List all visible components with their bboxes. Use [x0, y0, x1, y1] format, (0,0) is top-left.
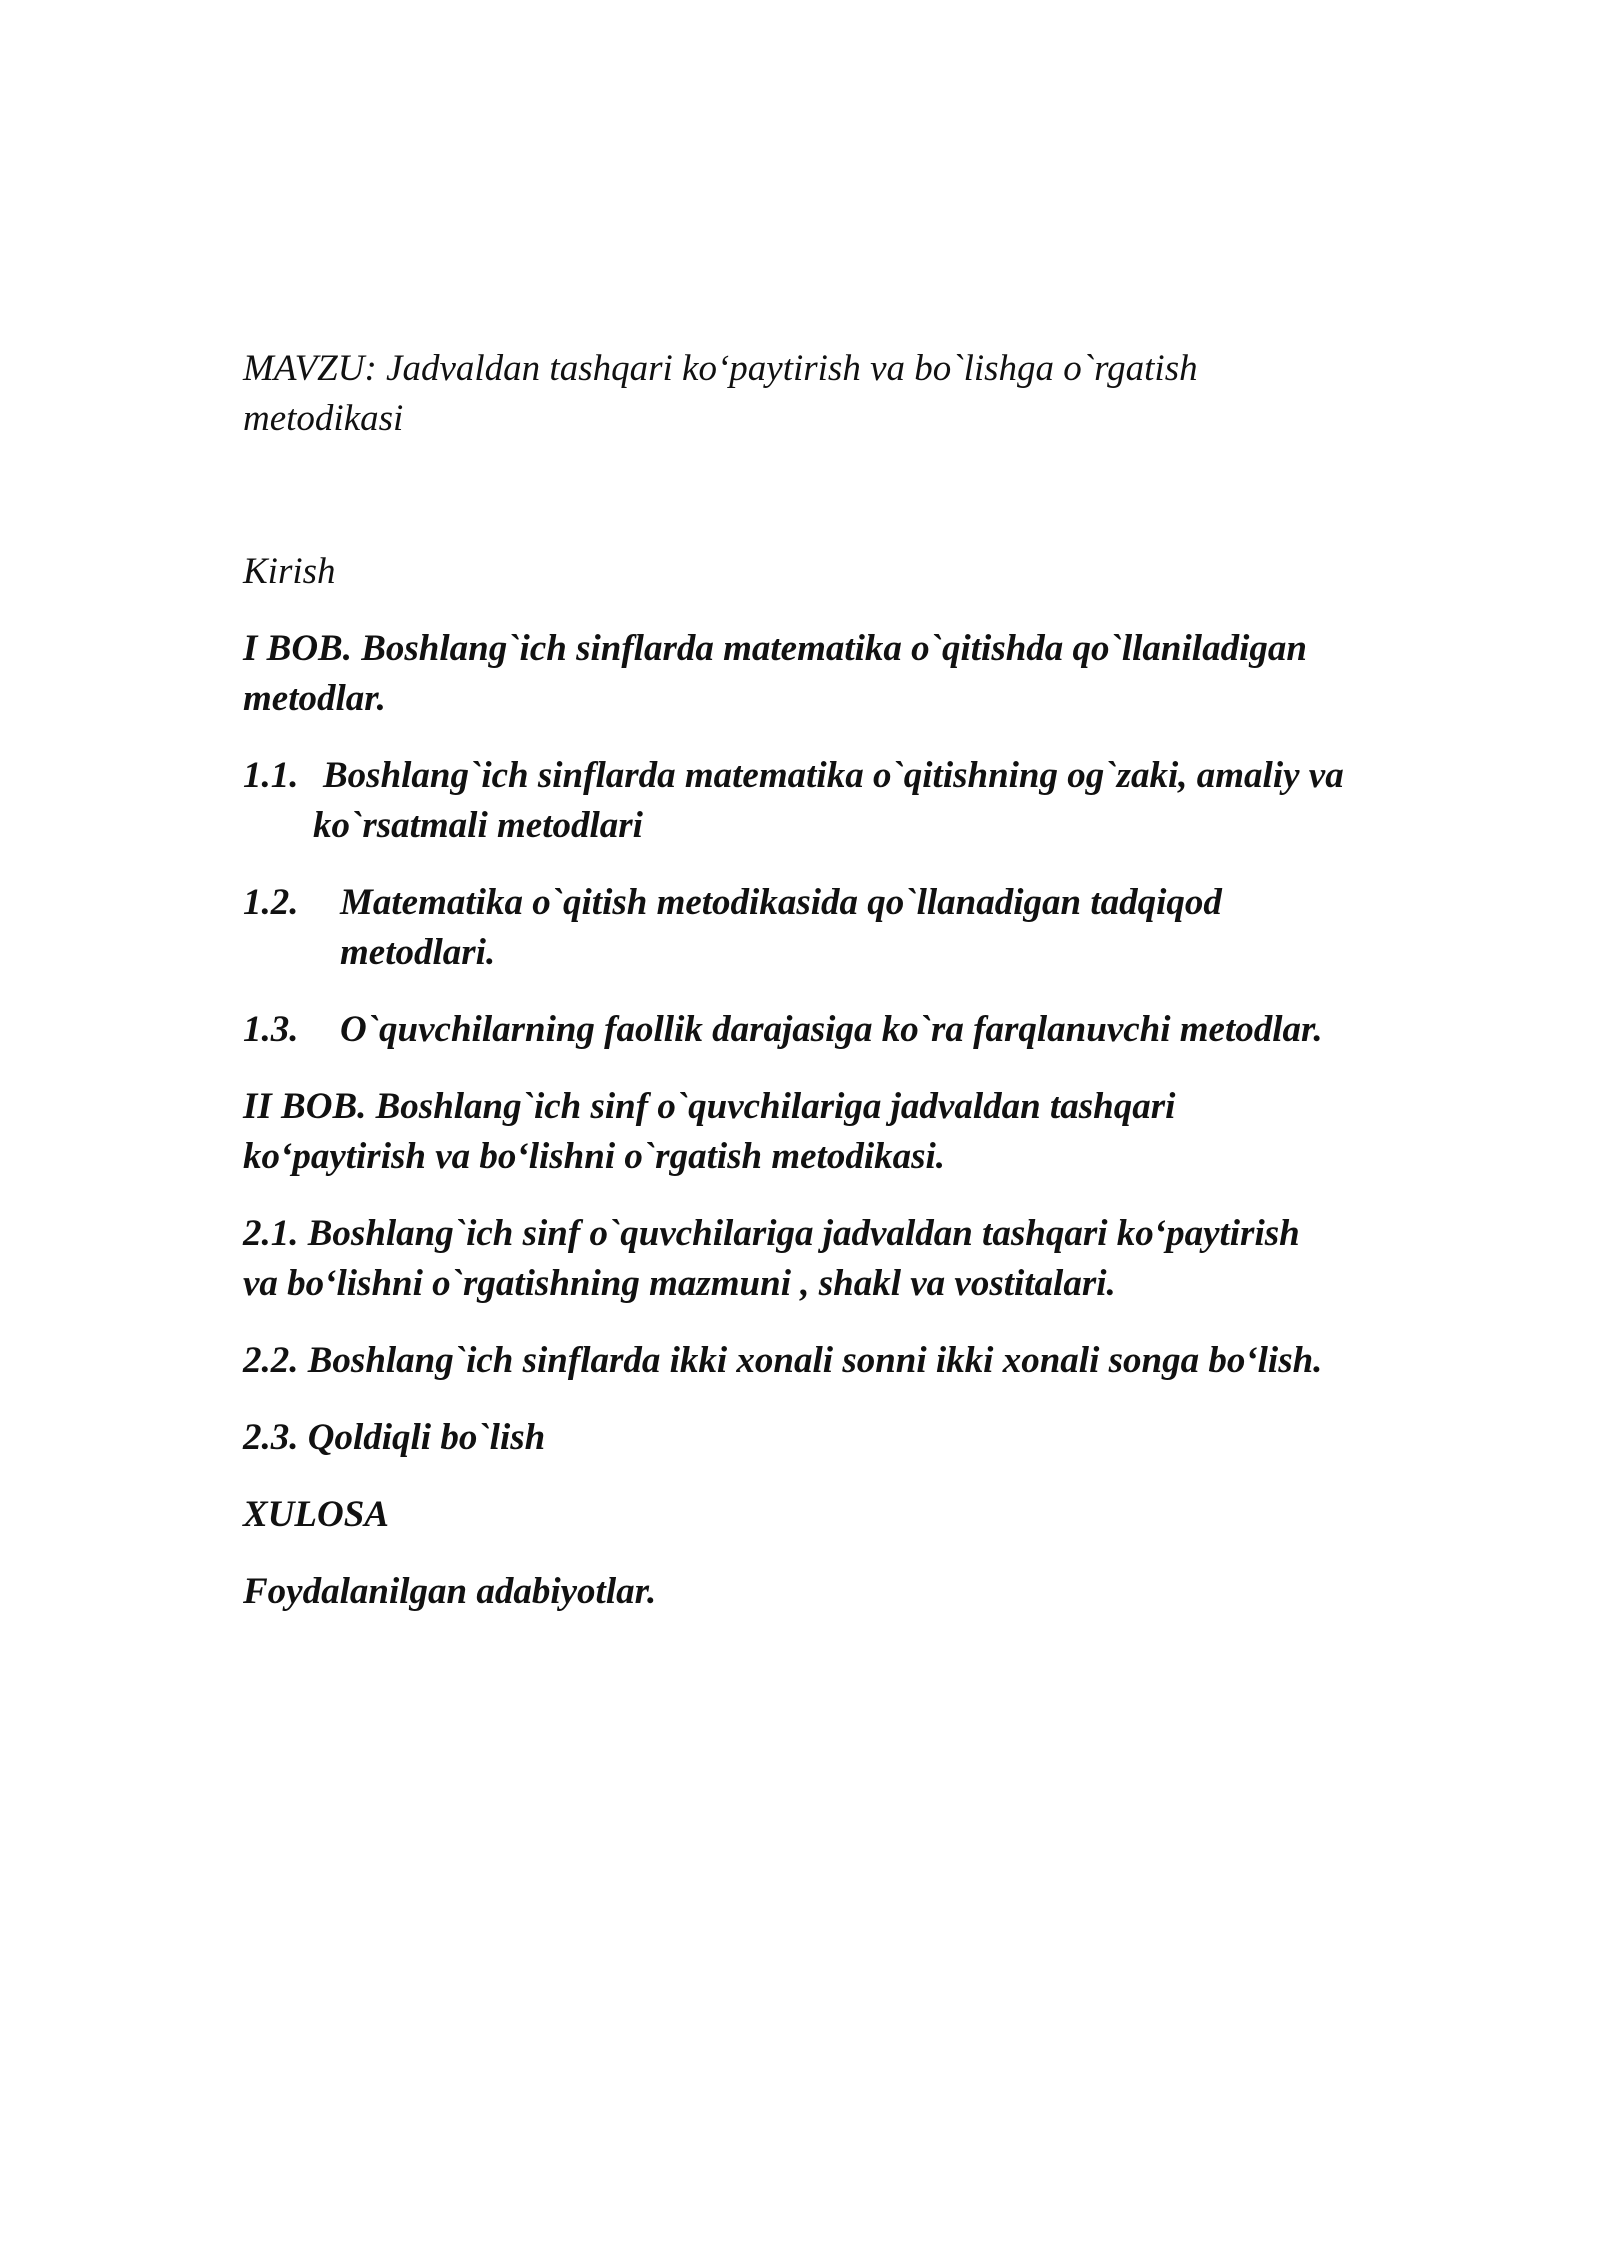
- toc-chapter-1-line-2: metodlar.: [243, 678, 386, 719]
- toc-section-1-2: [243, 878, 1393, 978]
- title-line-1: MAVZU: Jadvaldan tashqari ko‘paytirish va bo`lishga o`rgatish: [243, 348, 1198, 389]
- toc-chapter-1-line-1: I BOB. Boshlang`ich sinflarda matematika o`qitishda qo`llaniladigan: [243, 628, 1307, 669]
- toc-gap: [243, 1182, 1393, 1209]
- toc-gap: [243, 597, 1393, 624]
- toc-gap: [243, 1055, 1393, 1082]
- toc-gap: [243, 1463, 1393, 1490]
- toc-gap: [243, 1540, 1393, 1567]
- toc-section-1-1-line-2: ko`rsatmali metodlari: [313, 805, 643, 846]
- toc-section-1-3-text: O`quvchilarning faollik darajasiga ko`ra farqlanuvchi metodlar.: [340, 1009, 1323, 1050]
- toc-gap: [243, 978, 1393, 1005]
- toc-section-2-2: 2.2. Boshlang`ich sinflarda ikki xonali sonni ikki xonali songa bo‘lish.: [243, 1340, 1323, 1381]
- toc-section-2-1-line-1: 2.1. Boshlang`ich sinf o`quvchilariga jadvaldan tashqari ko‘paytirish: [243, 1213, 1300, 1254]
- toc-references: Foydalanilgan adabiyotlar.: [243, 1571, 657, 1612]
- toc-chapter-1: [243, 624, 1393, 724]
- toc-chapter-2-line-1: II BOB. Boshlang`ich sinf o`quvchilariga jadvaldan tashqari: [243, 1086, 1176, 1127]
- document-content: [243, 344, 1393, 1617]
- toc-section-1-3-number: 1.3.: [243, 1009, 299, 1050]
- toc-section-1-2-number: 1.2.: [243, 882, 299, 923]
- toc-gap: [243, 851, 1393, 878]
- toc-section-2-1: [243, 1209, 1393, 1309]
- toc-section-2-1-line-2: va bo‘lishni o`rgatishning mazmuni , shakl va vostitalari.: [243, 1263, 1116, 1304]
- title-line-2: metodikasi: [243, 398, 404, 439]
- toc-section-1-1-row: [243, 751, 1393, 801]
- toc-section-1-1-number: 1.1.: [243, 755, 299, 796]
- title-spacer: [243, 444, 1393, 547]
- toc-section-1-2-row: [243, 878, 1393, 928]
- table-of-contents: [243, 547, 1393, 1617]
- toc-intro: Kirish: [243, 551, 336, 592]
- toc-gap: [243, 724, 1393, 751]
- toc-conclusion: XULOSA: [243, 1494, 389, 1535]
- toc-chapter-2: [243, 1082, 1393, 1182]
- toc-section-1-2-line-2: metodlari.: [340, 932, 496, 973]
- toc-section-1-1-line-1: Boshlang`ich sinflarda matematika o`qitishning og`zaki, amaliy va: [323, 755, 1344, 796]
- toc-section-1-1: [243, 751, 1393, 851]
- toc-gap: [243, 1386, 1393, 1413]
- document-title: [243, 344, 1393, 444]
- toc-gap: [243, 1309, 1393, 1336]
- toc-chapter-2-line-2: ko‘paytirish va bo‘lishni o`rgatish metodikasi.: [243, 1136, 946, 1177]
- toc-section-1-3: [243, 1005, 1393, 1055]
- toc-section-1-2-line-1: Matematika o`qitish metodikasida qo`llanadigan tadqiqod: [340, 882, 1222, 923]
- toc-section-2-3: 2.3. Qoldiqli bo`lish: [243, 1417, 546, 1458]
- toc-section-1-3-row: [243, 1005, 1393, 1055]
